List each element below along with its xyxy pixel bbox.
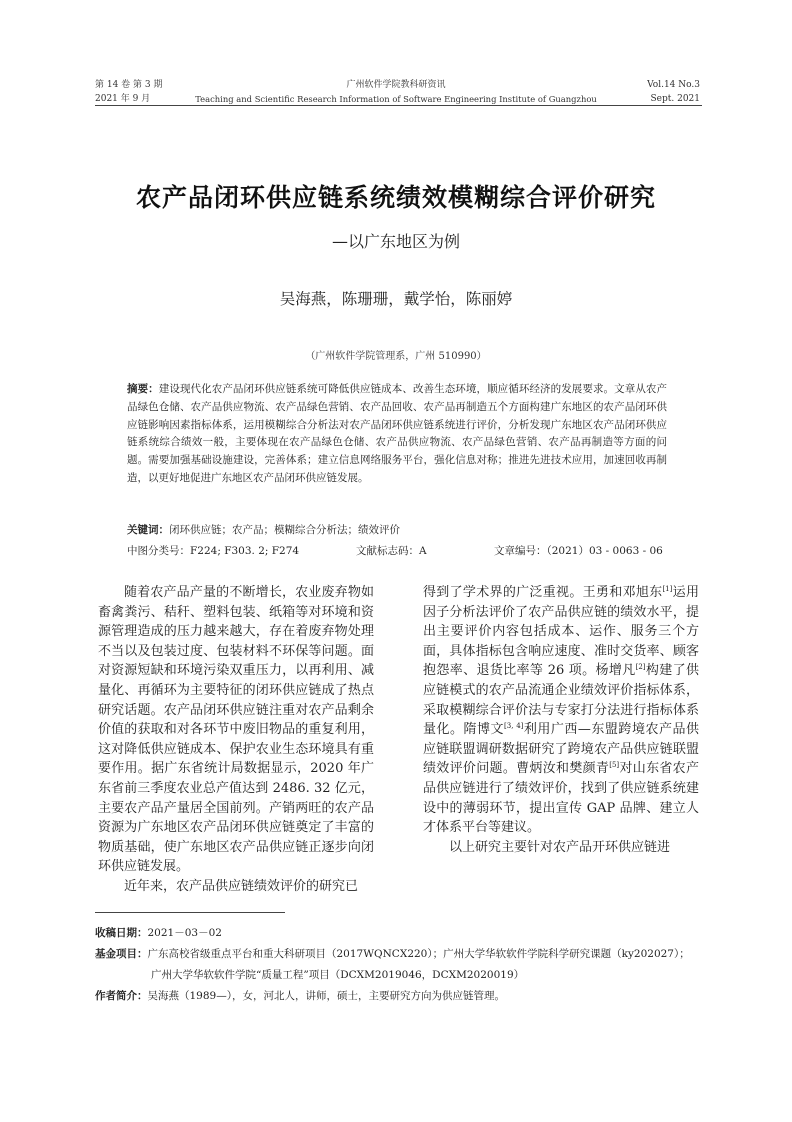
keywords-label: 关键词： xyxy=(127,524,169,536)
keywords xyxy=(127,522,667,537)
citation-ref[interactable]: [3, 4] xyxy=(504,722,524,731)
fund-info-cont: 广州大学华软软件学院“质量工程”项目（DCXM2019046，DCXM2020019） xyxy=(151,969,525,981)
body-left-column xyxy=(98,583,374,897)
body-paragraph xyxy=(423,583,699,838)
keywords-text: 闭环供应链；农产品；模糊综合分析法；绩效评价 xyxy=(169,524,400,536)
header-month-year: Sept. 2021 xyxy=(650,94,700,104)
body-paragraph: 近年来，农产品供应链绩效评价的研究已 xyxy=(124,878,359,894)
abstract xyxy=(127,381,667,488)
citation-ref[interactable]: [1] xyxy=(662,585,673,593)
paper-subtitle: —以广东地区为例 xyxy=(331,232,460,251)
body-paragraph: 以上研究主要针对农产品开环供应链进 xyxy=(449,839,671,855)
received-label: 收稿日期： xyxy=(95,927,148,939)
citation-ref[interactable]: [5] xyxy=(609,761,620,770)
author-bio-text: 吴海燕（1989—），女，河北人，讲师，硕士，主要研究方向为供应链管理。 xyxy=(147,990,505,1002)
received-date xyxy=(95,925,222,941)
paper-title: 农产品闭环供应链系统绩效模糊综合评价研究 xyxy=(135,183,656,212)
body-text: 运用因子分析法评价了农产品供应链的绩效水平，提出主要评价内容包括成本、运作、服务三个方面，具体指标包含响应速度、准时交货率、顾客抱怨率、退货比率等 26 项。杨增凡 xyxy=(423,585,699,679)
body-text: 利用广西—东盟跨境农产品供应链联盟调研数据研究了跨境农产品供应链联盟绩效评价问题。曹炳汝和樊颜青 xyxy=(423,722,699,777)
header-vol-no: Vol.14 No.3 xyxy=(647,80,700,90)
header-volume-issue: 第 14 卷 第 3 期 xyxy=(95,80,163,90)
body-text: 对山东省农产品供应链进行了绩效评价，找到了供应链系统建设中的薄弱环节，提出宣传 GAP 品牌、建立人才体系平台等建议。 xyxy=(423,761,699,836)
author-bio-label: 作者简介： xyxy=(95,990,148,1002)
header-date: 2021 年 9 月 xyxy=(95,94,151,104)
fund-label: 基金项目： xyxy=(95,948,148,960)
abstract-label: 摘要： xyxy=(127,383,159,395)
document-code: 文献标志码：A xyxy=(356,545,427,557)
citation-ref[interactable]: [2] xyxy=(635,663,646,672)
header-journal-name-en: Teaching and Scientific Research Information of Software Engineering Institute of Guangzhou xyxy=(195,94,597,104)
abstract-text: 建设现代化农产品闭环供应链系统可降低供应链成本、改善生态环境，顺应循环经济的发展要求。文章从农产品绿色仓储、农产品供应物流、农产品绿色营销、农产品回收、农产品再制造五个方面构建广东地区的农产品闭环供应链影响因素指标体系，运用模糊综合分析法对农产品闭环供应链系统进行评价，分析发现广东地区农产品闭环供应链系统综合绩效一般，主要体现在农产品绿色仓储、农产品供应物流、农产品绿色营销、农产品再制造等方面的问题。需要加强基础设施建设，完善体系；建立信息网络服务平台，强化信息对称；推进先进技术应用，加速回收再制造，以更好地促进广东地区农产品闭环供应链发展。 xyxy=(127,383,668,484)
fund-info xyxy=(95,946,690,962)
affiliation: （广州软件学院管理系，广州 510990） xyxy=(305,351,487,362)
fund-line: 广东高校省级重点平台和重大科研项目（2017WQNCX220）；广州大学华软软件学院科学研究课题（ky202027）； xyxy=(147,948,690,960)
body-right-column xyxy=(423,583,699,857)
clc-number: 中图分类号：F224; F303. 2; F274 xyxy=(127,545,300,557)
header-journal-name: 广州软件学院教科研资讯 xyxy=(346,80,446,90)
article-number: 文章编号：（2021）03 - 0063 - 06 xyxy=(494,545,663,557)
received-value: 2021－03－02 xyxy=(147,927,222,939)
header-rule xyxy=(95,105,702,106)
author-list: 吴海燕，陈珊珊，戴学怡，陈丽婷 xyxy=(279,290,513,308)
body-paragraph: 随着农产品产量的不断增长，农业废弃物如畜禽粪污、秸秆、塑料包装、纸箱等对环境和资源管理造成的压力越来越大，存在着废弃物处理不当以及包装过度、包装材料不环保等问题。面对资源短缺和环境污染双重压力，以再利用、减量化、再循环为主要特征的闭环供应链成了热点研究话题。农产品闭环供应链注重对农产品剩余价值的获取和对各环节中废旧物品的重复利用，这对降低供应链成本、保护农业生态环境具有重要作用。据广东省统计局数据显示，2020 年广东省前三季度农业总产值达到 2486. 32 亿元，主要农产品产量居全国前列。产销两旺的农产品资源为广东地区农产品闭环供应链奠定了丰富的物质基础，使广东地区农产品供应链正逐步向闭环供应链发展。 xyxy=(98,585,374,875)
author-bio xyxy=(95,988,505,1004)
body-text: 构建了供应链模式的农产品流通企业绩效评价指标体系，采取模糊综合评价法与专家打分法进行指标体系量化。隋博文 xyxy=(423,663,699,738)
body-text: 得到了学术界的广泛重视。王勇和邓旭东 xyxy=(423,585,663,600)
footnote-rule xyxy=(95,912,285,913)
